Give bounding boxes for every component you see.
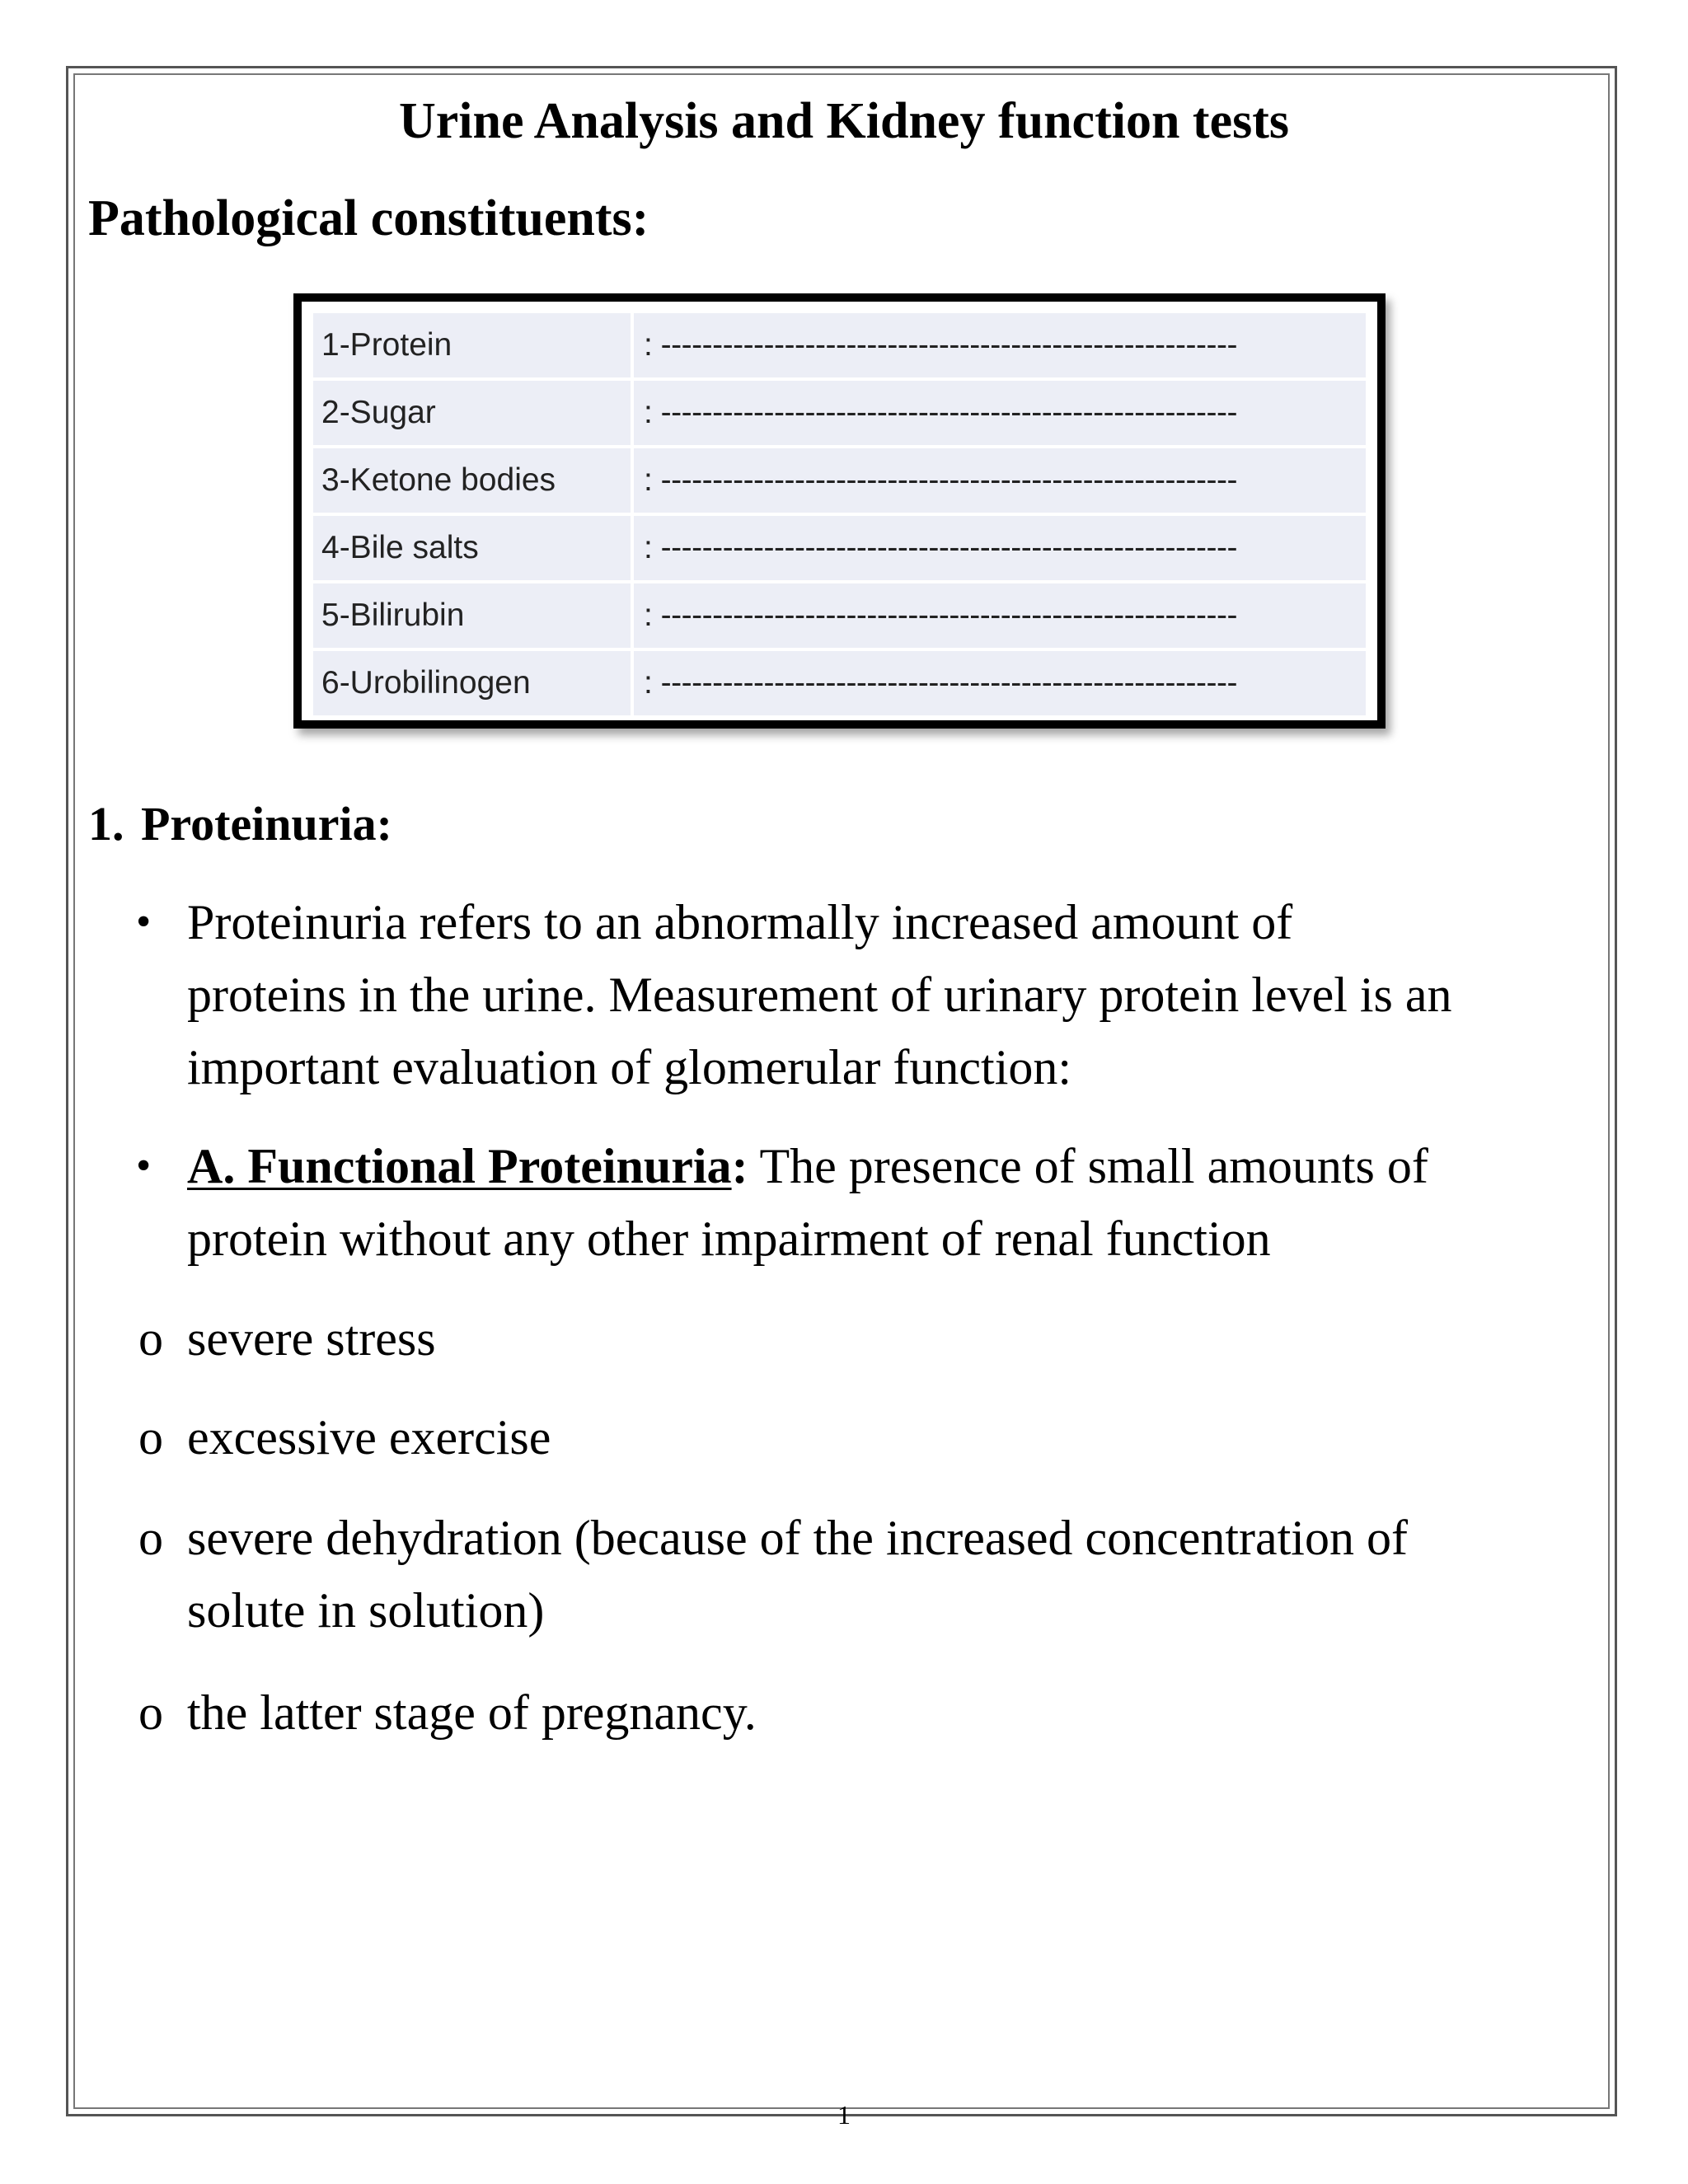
table-row xyxy=(313,313,1366,379)
table-row xyxy=(313,649,1366,717)
table-row xyxy=(313,447,1366,514)
constituent-blank: : -------------------------------------------------------- xyxy=(632,514,1366,582)
term-functional-proteinuria: A. Functional Proteinuria xyxy=(187,1139,732,1193)
sub-item xyxy=(187,1676,1621,1749)
text-line: excessive exercise xyxy=(187,1410,551,1465)
section-heading: Pathological constituents: xyxy=(88,190,649,246)
text-line: protein without any other impairment of renal function xyxy=(187,1212,1271,1266)
constituent-blank: : -------------------------------------------------------- xyxy=(632,447,1366,514)
table-row xyxy=(313,582,1366,649)
text-line: proteins in the urine. Measurement of urinary protein level is an xyxy=(187,968,1452,1022)
text-line xyxy=(187,1130,1621,1202)
text-line: Proteinuria refers to an abnormally increased amount of xyxy=(187,895,1293,949)
text-line: severe stress xyxy=(187,1311,436,1366)
constituent-blank: : -------------------------------------------------------- xyxy=(632,582,1366,649)
table-row xyxy=(313,514,1366,582)
text-line: important evaluation of glomerular function: xyxy=(187,1040,1072,1094)
constituent-blank: : -------------------------------------------------------- xyxy=(632,313,1366,379)
circle-bullet-icon: o xyxy=(138,1511,163,1565)
constituent-blank: : -------------------------------------------------------- xyxy=(632,379,1366,447)
constituents-table xyxy=(313,313,1366,719)
term-definition: The presence of small amounts of xyxy=(748,1139,1428,1193)
constituents-box xyxy=(293,293,1386,729)
sub-item xyxy=(187,1502,1621,1647)
text-line: solute in solution) xyxy=(187,1583,545,1638)
bullet-paragraph-functional xyxy=(187,1130,1621,1275)
text-line: the latter stage of pregnancy. xyxy=(187,1685,757,1740)
constituent-label: 5-Bilirubin xyxy=(313,582,632,649)
constituent-label: 6-Urobilinogen xyxy=(313,649,632,717)
constituent-blank: : -------------------------------------------------------- xyxy=(632,649,1366,717)
sub-item xyxy=(187,1302,1621,1375)
page-number: 1 xyxy=(837,2100,851,2130)
list-heading-number: 1. xyxy=(88,797,124,851)
list-heading xyxy=(88,795,392,853)
document-title: Urine Analysis and Kidney function tests xyxy=(398,93,1289,149)
bullet-paragraph-proteinuria xyxy=(187,886,1621,1104)
text-line: severe dehydration (because of the increased concentration of xyxy=(187,1511,1408,1565)
bullet-icon: • xyxy=(136,1142,152,1189)
table-row xyxy=(313,379,1366,447)
constituent-label: 4-Bile salts xyxy=(313,514,632,582)
term-colon: : xyxy=(731,1139,748,1193)
circle-bullet-icon: o xyxy=(138,1685,163,1740)
list-heading-text: Proteinuria: xyxy=(141,797,392,851)
bullet-icon: • xyxy=(136,898,152,945)
circle-bullet-icon: o xyxy=(138,1410,163,1465)
constituent-label: 3-Ketone bodies xyxy=(313,447,632,514)
sub-item xyxy=(187,1401,1621,1474)
circle-bullet-icon: o xyxy=(138,1311,163,1366)
constituent-label: 2-Sugar xyxy=(313,379,632,447)
constituent-label: 1-Protein xyxy=(313,313,632,379)
